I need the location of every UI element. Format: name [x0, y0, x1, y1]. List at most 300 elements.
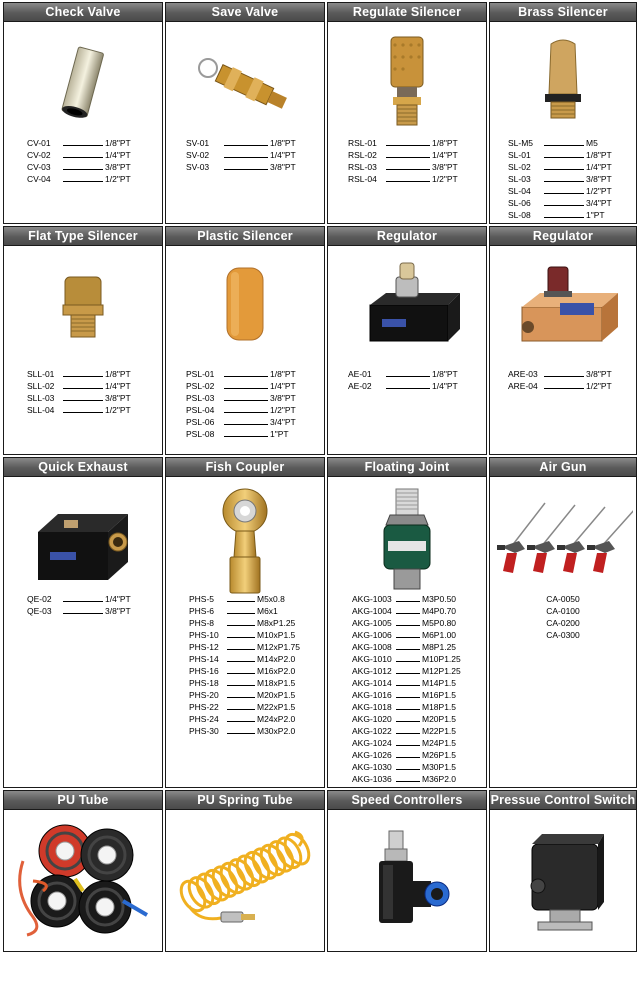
model-row: [166, 617, 324, 629]
thread-size: M6x1: [257, 606, 278, 616]
product-title: Brass Silencer: [490, 3, 636, 22]
fill-line: [227, 593, 255, 602]
model-code: AKG-1003: [352, 594, 392, 604]
product-cell: [165, 2, 325, 224]
model-code: PHS-20: [189, 690, 219, 700]
model-list: [490, 368, 636, 392]
fill-line: [544, 380, 584, 389]
model-code: PHS-22: [189, 702, 219, 712]
product-title: Floating Joint: [328, 458, 486, 477]
model-code: AKG-1010: [352, 654, 392, 664]
fill-line: [227, 629, 255, 638]
pressure-switch-icon: [490, 810, 636, 952]
model-row: [4, 149, 162, 161]
thread-size: M8P1.25: [422, 642, 457, 652]
fill-line: [224, 428, 268, 437]
product-cell: [3, 790, 163, 952]
fill-line: [396, 737, 420, 746]
fill-line: [544, 161, 584, 170]
model-code: SV-01: [186, 138, 210, 148]
fill-line: [386, 137, 430, 146]
thread-size: 3/8"PT: [270, 393, 296, 403]
thread-size: M18P1.5: [422, 702, 457, 712]
model-code: PSL-08: [186, 429, 215, 439]
model-row: [328, 749, 486, 761]
model-row: [328, 368, 486, 380]
thread-size: M30xP2.0: [257, 726, 296, 736]
fill-line: [544, 185, 584, 194]
fill-line: [396, 605, 420, 614]
fill-line: [544, 173, 584, 182]
brass-silencer-icon: [490, 22, 636, 140]
model-code: AKG-1018: [352, 702, 392, 712]
thread-size: M18xP1.5: [257, 678, 296, 688]
model-code: SL-06: [508, 198, 531, 208]
fill-line: [396, 641, 420, 650]
thread-size: 1/4"PT: [105, 381, 131, 391]
model-code: PHS-30: [189, 726, 219, 736]
model-row: [166, 428, 324, 440]
thread-size: 1/4"PT: [586, 162, 612, 172]
model-code: ARE-04: [508, 381, 538, 391]
fill-line: [386, 368, 430, 377]
model-code: AKG-1030: [352, 762, 392, 772]
model-row: [328, 605, 486, 617]
floating-joint-icon: [328, 477, 486, 607]
product-title: Air Gun: [490, 458, 636, 477]
thread-size: 1/8"PT: [105, 369, 131, 379]
model-code: SV-02: [186, 150, 210, 160]
fill-line: [396, 773, 420, 782]
thread-size: M4P0.70: [422, 606, 457, 616]
fill-line: [63, 149, 103, 158]
model-code: AKG-1026: [352, 750, 392, 760]
model-code: CV-02: [27, 150, 51, 160]
model-row: [166, 725, 324, 737]
fill-line: [544, 368, 584, 377]
fill-line: [386, 149, 430, 158]
model-row: [166, 677, 324, 689]
thread-size: 1/4"PT: [270, 381, 296, 391]
thread-size: 1/8"PT: [586, 150, 612, 160]
fill-line: [396, 629, 420, 638]
model-row: [4, 593, 162, 605]
fill-line: [63, 161, 103, 170]
product-title: Quick Exhaust: [4, 458, 162, 477]
model-row: [166, 137, 324, 149]
fill-line: [396, 713, 420, 722]
model-code: PHS-24: [189, 714, 219, 724]
product-cell: [165, 457, 325, 788]
model-code: AKG-1022: [352, 726, 392, 736]
fill-line: [396, 701, 420, 710]
thread-size: M8xP1.25: [257, 618, 296, 628]
thread-size: M10P1.25: [422, 654, 461, 664]
thread-size: 1/2"PT: [432, 174, 458, 184]
model-code: SLL-01: [27, 369, 55, 379]
thread-size: 1/8"PT: [432, 138, 458, 148]
fill-line: [63, 368, 103, 377]
model-row: [4, 137, 162, 149]
model-row: [328, 593, 486, 605]
model-code: PHS-16: [189, 666, 219, 676]
thread-size: M22P1.5: [422, 726, 457, 736]
model-code: QE-03: [27, 606, 52, 616]
model-code: CA-0050: [546, 594, 580, 604]
model-code: AE-01: [348, 369, 372, 379]
model-code: AKG-1006: [352, 630, 392, 640]
thread-size: 1/4"PT: [105, 150, 131, 160]
model-row: [328, 380, 486, 392]
thread-size: M36P2.0: [422, 774, 457, 784]
model-code: CA-0100: [546, 606, 580, 616]
save-valve-icon: [166, 22, 324, 140]
model-code: AKG-1020: [352, 714, 392, 724]
model-row: [328, 773, 486, 785]
model-code: CV-04: [27, 174, 51, 184]
thread-size: 1/4"PT: [432, 150, 458, 160]
model-row: [166, 641, 324, 653]
product-title: Plastic Silencer: [166, 227, 324, 246]
check-valve-icon: [4, 22, 162, 140]
model-code: SL-M5: [508, 138, 534, 148]
thread-size: M14xP2.0: [257, 654, 296, 664]
model-code: RSL-03: [348, 162, 377, 172]
model-code: PHS-18: [189, 678, 219, 688]
thread-size: 1/2"PT: [105, 405, 131, 415]
model-code: PHS-8: [189, 618, 215, 628]
thread-size: M16P1.5: [422, 690, 457, 700]
model-row: [328, 653, 486, 665]
product-cell: [3, 457, 163, 788]
fill-line: [63, 593, 103, 602]
model-row: [166, 404, 324, 416]
fill-line: [227, 641, 255, 650]
thread-size: 1/2"PT: [105, 174, 131, 184]
model-code: RSL-01: [348, 138, 377, 148]
product-title: Regulator: [328, 227, 486, 246]
model-code: QE-02: [27, 594, 52, 604]
fill-line: [396, 653, 420, 662]
thread-size: M20P1.5: [422, 714, 457, 724]
thread-size: 3/4"PT: [270, 417, 296, 427]
model-list: [490, 593, 636, 641]
model-row: [328, 677, 486, 689]
product-title: Check Valve: [4, 3, 162, 22]
regulator-icon: [328, 246, 486, 368]
model-row: [4, 368, 162, 380]
model-code: PSL-06: [186, 417, 215, 427]
model-list: [328, 137, 486, 185]
model-code: PHS-5: [189, 594, 215, 604]
product-title: PU Spring Tube: [166, 791, 324, 810]
fill-line: [63, 380, 103, 389]
model-list: [166, 368, 324, 440]
fill-line: [63, 173, 103, 182]
product-cell: [489, 790, 637, 952]
product-title: Flat Type Silencer: [4, 227, 162, 246]
model-code: PSL-04: [186, 405, 215, 415]
model-row: [490, 149, 636, 161]
model-code: PSL-03: [186, 393, 215, 403]
thread-size: 1/4"PT: [270, 150, 296, 160]
model-row: [328, 149, 486, 161]
fill-line: [224, 161, 268, 170]
model-row: [4, 380, 162, 392]
fill-line: [386, 173, 430, 182]
thread-size: M5: [586, 138, 598, 148]
model-code: AKG-1005: [352, 618, 392, 628]
fill-line: [227, 665, 255, 674]
thread-size: 1/8"PT: [105, 138, 131, 148]
model-row: [490, 185, 636, 197]
fill-line: [227, 689, 255, 698]
thread-size: M24P1.5: [422, 738, 457, 748]
model-code: SL-04: [508, 186, 531, 196]
fill-line: [396, 665, 420, 674]
model-row: [328, 161, 486, 173]
model-code: ARE-03: [508, 369, 538, 379]
fill-line: [396, 617, 420, 626]
model-row: [328, 737, 486, 749]
model-code: RSL-02: [348, 150, 377, 160]
model-code: SV-03: [186, 162, 210, 172]
model-code: SLL-03: [27, 393, 55, 403]
product-cell: [327, 226, 487, 455]
model-row: [490, 161, 636, 173]
thread-size: M12P1.25: [422, 666, 461, 676]
model-code: AKG-1016: [352, 690, 392, 700]
model-code: PHS-10: [189, 630, 219, 640]
thread-size: 3/8"PT: [270, 162, 296, 172]
thread-size: 1/2"PT: [586, 186, 612, 196]
model-list: [4, 368, 162, 416]
fill-line: [224, 380, 268, 389]
model-row: [328, 641, 486, 653]
thread-size: M12xP1.75: [257, 642, 300, 652]
model-list: [166, 593, 324, 737]
fill-line: [224, 392, 268, 401]
model-row: [4, 161, 162, 173]
model-list: [490, 137, 636, 221]
model-row: [4, 404, 162, 416]
product-title: Save Valve: [166, 3, 324, 22]
speed-controller-icon: [328, 810, 486, 952]
fill-line: [227, 677, 255, 686]
model-code: SL-08: [508, 210, 531, 220]
thread-size: M3P0.50: [422, 594, 457, 604]
model-row: [490, 380, 636, 392]
fill-line: [544, 137, 584, 146]
model-row: [166, 653, 324, 665]
model-code: AKG-1014: [352, 678, 392, 688]
thread-size: M26P1.5: [422, 750, 457, 760]
pu-tube-icon: [4, 810, 162, 952]
thread-size: 3/8"PT: [586, 174, 612, 184]
model-code: CV-01: [27, 138, 51, 148]
product-title: Speed Controllers: [328, 791, 486, 810]
model-code: AKG-1004: [352, 606, 392, 616]
product-title: Regulate Silencer: [328, 3, 486, 22]
thread-size: 3/8"PT: [105, 162, 131, 172]
model-row: [490, 173, 636, 185]
model-row: [490, 137, 636, 149]
product-cell: [3, 2, 163, 224]
model-row: [328, 689, 486, 701]
model-row: [4, 605, 162, 617]
fill-line: [386, 380, 430, 389]
model-code: PHS-12: [189, 642, 219, 652]
fill-line: [63, 137, 103, 146]
fill-line: [396, 689, 420, 698]
model-row: [166, 380, 324, 392]
model-row: [328, 629, 486, 641]
model-row: [328, 173, 486, 185]
thread-size: 1"PT: [586, 210, 605, 220]
model-row: [4, 173, 162, 185]
product-cell: [489, 226, 637, 455]
fill-line: [396, 725, 420, 734]
model-code: SL-01: [508, 150, 531, 160]
fill-line: [63, 392, 103, 401]
model-row: [166, 689, 324, 701]
thread-size: M16xP2.0: [257, 666, 296, 676]
model-row: [166, 149, 324, 161]
pu-spring-tube-icon: [166, 810, 324, 952]
fill-line: [224, 416, 268, 425]
model-code: PSL-01: [186, 369, 215, 379]
air-gun-icon: [490, 477, 636, 607]
model-row: [328, 761, 486, 773]
model-code: PHS-6: [189, 606, 215, 616]
thread-size: 1/8"PT: [432, 369, 458, 379]
model-code: CA-0300: [546, 630, 580, 640]
quick-exhaust-icon: [4, 477, 162, 607]
fill-line: [386, 161, 430, 170]
thread-size: M24xP2.0: [257, 714, 296, 724]
product-title: PU Tube: [4, 791, 162, 810]
model-list: [328, 368, 486, 392]
model-row: [490, 197, 636, 209]
thread-size: M5P0.80: [422, 618, 457, 628]
model-list: [166, 137, 324, 173]
thread-size: 1/2"PT: [270, 405, 296, 415]
regulator-block-icon: [490, 246, 636, 368]
thread-size: 3/8"PT: [432, 162, 458, 172]
product-cell: [489, 2, 637, 224]
product-cell: [3, 226, 163, 455]
fill-line: [544, 197, 584, 206]
model-row: [328, 725, 486, 737]
fill-line: [544, 149, 584, 158]
product-cell: [327, 790, 487, 952]
thread-size: 1/8"PT: [270, 138, 296, 148]
model-row: [166, 392, 324, 404]
fill-line: [396, 761, 420, 770]
model-code: SLL-04: [27, 405, 55, 415]
product-title: Regulator: [490, 227, 636, 246]
fill-line: [227, 713, 255, 722]
model-row: [166, 629, 324, 641]
fill-line: [227, 701, 255, 710]
thread-size: 3/8"PT: [586, 369, 612, 379]
plastic-silencer-icon: [166, 246, 324, 368]
product-cell: [165, 790, 325, 952]
fill-line: [224, 404, 268, 413]
product-title: Pressue Control Switch: [490, 791, 636, 810]
model-row: [328, 713, 486, 725]
model-row: [166, 713, 324, 725]
regulate-silencer-icon: [328, 22, 486, 140]
model-row: [166, 665, 324, 677]
fill-line: [227, 605, 255, 614]
thread-size: 3/4"PT: [586, 198, 612, 208]
fish-coupler-icon: [166, 477, 324, 607]
model-code: SL-03: [508, 174, 531, 184]
fill-line: [227, 653, 255, 662]
model-code: AE-02: [348, 381, 372, 391]
thread-size: M6P1.00: [422, 630, 457, 640]
model-code: AKG-1024: [352, 738, 392, 748]
model-row: [166, 701, 324, 713]
model-row: [166, 416, 324, 428]
model-code: SL-02: [508, 162, 531, 172]
fill-line: [227, 617, 255, 626]
model-code: PHS-14: [189, 654, 219, 664]
thread-size: M20xP1.5: [257, 690, 296, 700]
model-row: [4, 392, 162, 404]
product-cell: [489, 457, 637, 788]
fill-line: [224, 368, 268, 377]
fill-line: [396, 593, 420, 602]
fill-line: [63, 605, 103, 614]
fill-line: [396, 677, 420, 686]
model-row: [328, 617, 486, 629]
fill-line: [544, 209, 584, 218]
model-row: [166, 368, 324, 380]
model-row: [166, 593, 324, 605]
model-row: [328, 701, 486, 713]
flat-silencer-icon: [4, 246, 162, 368]
thread-size: 1/8"PT: [270, 369, 296, 379]
model-row: [490, 209, 636, 221]
fill-line: [396, 749, 420, 758]
product-cell: [327, 457, 487, 788]
model-code: AKG-1008: [352, 642, 392, 652]
model-code: SLL-02: [27, 381, 55, 391]
fill-line: [224, 137, 268, 146]
model-code: CV-03: [27, 162, 51, 172]
thread-size: 3/8"PT: [105, 606, 131, 616]
model-code: AKG-1036: [352, 774, 392, 784]
model-code: PSL-02: [186, 381, 215, 391]
thread-size: M14P1.5: [422, 678, 457, 688]
thread-size: 3/8"PT: [105, 393, 131, 403]
model-code: RSL-04: [348, 174, 377, 184]
fill-line: [227, 725, 255, 734]
model-row: [328, 665, 486, 677]
model-list: [328, 593, 486, 785]
model-code: CA-0200: [546, 618, 580, 628]
model-list: [4, 593, 162, 617]
thread-size: M30P1.5: [422, 762, 457, 772]
model-row: [166, 161, 324, 173]
product-cell: [165, 226, 325, 455]
model-row: [166, 605, 324, 617]
thread-size: M22xP1.5: [257, 702, 296, 712]
product-title: Fish Coupler: [166, 458, 324, 477]
thread-size: M5x0.8: [257, 594, 285, 604]
